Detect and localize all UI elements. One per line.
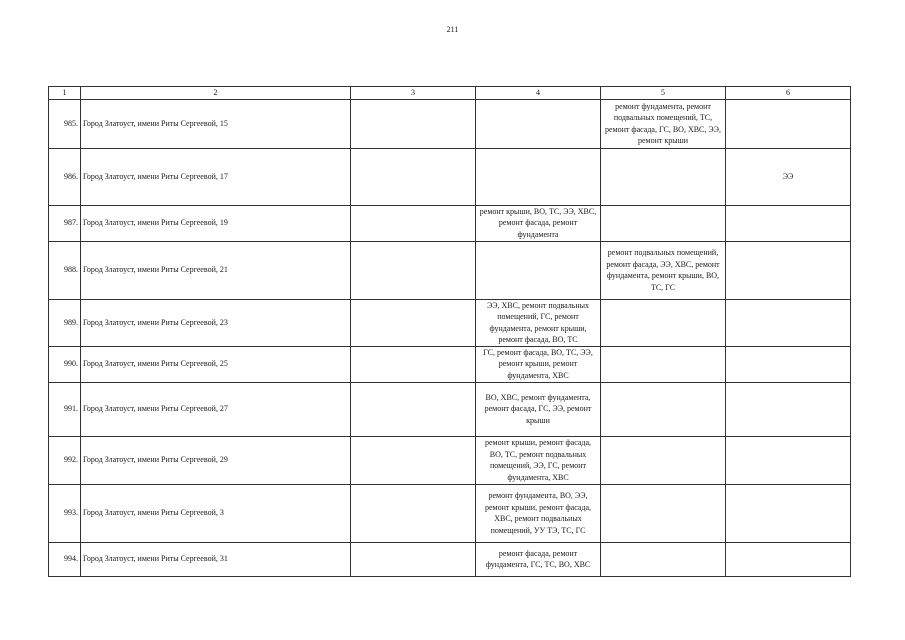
table-row <box>49 382 851 436</box>
building-repair-table <box>48 86 851 577</box>
table-row <box>49 241 851 299</box>
cell-col3 <box>351 241 476 299</box>
row-number: 990. <box>49 346 81 382</box>
cell-col5 <box>601 436 726 484</box>
address-cell: Город Златоуст, имени Риты Сергеевой, 15 <box>81 99 351 148</box>
cell-col3 <box>351 436 476 484</box>
cell-col4 <box>476 99 601 148</box>
cell-col5 <box>601 299 726 346</box>
row-number: 985. <box>49 99 81 148</box>
table-row <box>49 484 851 542</box>
cell-col4: ВО, ХВС, ремонт фундамента, ремонт фасада, ГС, ЭЭ, ремонт крыши <box>476 382 601 436</box>
address-cell: Город Златоуст, имени Риты Сергеевой, 17 <box>81 148 351 205</box>
table-row <box>49 148 851 205</box>
page-number: 211 <box>446 25 459 34</box>
cell-col6 <box>726 241 851 299</box>
table-row <box>49 99 851 148</box>
cell-col4 <box>476 148 601 205</box>
address-cell: Город Златоуст, имени Риты Сергеевой, 27 <box>81 382 351 436</box>
cell-col6 <box>726 436 851 484</box>
cell-col3 <box>351 484 476 542</box>
cell-col3 <box>351 99 476 148</box>
cell-col3 <box>351 346 476 382</box>
table-row <box>49 542 851 576</box>
address-cell: Город Златоуст, имени Риты Сергеевой, 21 <box>81 241 351 299</box>
cell-col6: ЭЭ <box>726 148 851 205</box>
cell-col5 <box>601 484 726 542</box>
row-number: 987. <box>49 205 81 241</box>
row-number: 988. <box>49 241 81 299</box>
cell-col3 <box>351 542 476 576</box>
cell-col6 <box>726 205 851 241</box>
cell-col4: ГС, ремонт фасада, ВО, ТС, ЭЭ, ремонт крыши, ремонт фундамента, ХВС <box>476 346 601 382</box>
column-header: 2 <box>81 87 351 100</box>
cell-col3 <box>351 382 476 436</box>
column-header: 4 <box>476 87 601 100</box>
column-header: 6 <box>726 87 851 100</box>
cell-col4: ЭЭ, ХВС, ремонт подвальных помещений, ГС, ремонт фундамента, ремонт крыши, ремонт фасада, ВО, ТС <box>476 299 601 346</box>
cell-col6 <box>726 542 851 576</box>
address-cell: Город Златоуст, имени Риты Сергеевой, 31 <box>81 542 351 576</box>
cell-col6 <box>726 382 851 436</box>
cell-col4: ремонт крыши, ремонт фасада, ВО, ТС, ремонт подвальных помещений, ЭЭ, ГС, ремонт фундамента, ХВС <box>476 436 601 484</box>
row-number: 992. <box>49 436 81 484</box>
cell-col5 <box>601 205 726 241</box>
row-number: 993. <box>49 484 81 542</box>
column-header: 5 <box>601 87 726 100</box>
address-cell: Город Златоуст, имени Риты Сергеевой, 3 <box>81 484 351 542</box>
cell-col6 <box>726 99 851 148</box>
row-number: 991. <box>49 382 81 436</box>
address-cell: Город Златоуст, имени Риты Сергеевой, 19 <box>81 205 351 241</box>
cell-col4: ремонт фасада, ремонт фундамента, ГС, ТС, ВО, ХВС <box>476 542 601 576</box>
cell-col5: ремонт подвальных помещений, ремонт фасада, ЭЭ, ХВС, ремонт фундамента, ремонт крыши, ВО, ТС, ГС <box>601 241 726 299</box>
cell-col3 <box>351 148 476 205</box>
column-header: 1 <box>49 87 81 100</box>
cell-col3 <box>351 299 476 346</box>
table-row <box>49 299 851 346</box>
cell-col4 <box>476 241 601 299</box>
row-number: 994. <box>49 542 81 576</box>
table-row <box>49 205 851 241</box>
header-row <box>49 87 851 100</box>
address-cell: Город Златоуст, имени Риты Сергеевой, 25 <box>81 346 351 382</box>
cell-col6 <box>726 346 851 382</box>
cell-col5 <box>601 346 726 382</box>
cell-col5 <box>601 542 726 576</box>
cell-col3 <box>351 205 476 241</box>
cell-col6 <box>726 299 851 346</box>
column-header: 3 <box>351 87 476 100</box>
table-row <box>49 436 851 484</box>
row-number: 986. <box>49 148 81 205</box>
cell-col5: ремонт фундамента, ремонт подвальных помещений, ТС, ремонт фасада, ГС, ВО, ХВС, ЭЭ, ремонт крыши <box>601 99 726 148</box>
cell-col5 <box>601 382 726 436</box>
cell-col4: ремонт фундамента, ВО, ЭЭ, ремонт крыши, ремонт фасада, ХВС, ремонт подвальных помещений, УУ ТЭ, ТС, ГС <box>476 484 601 542</box>
table-row <box>49 346 851 382</box>
address-cell: Город Златоуст, имени Риты Сергеевой, 29 <box>81 436 351 484</box>
cell-col6 <box>726 484 851 542</box>
address-cell: Город Златоуст, имени Риты Сергеевой, 23 <box>81 299 351 346</box>
row-number: 989. <box>49 299 81 346</box>
cell-col5 <box>601 148 726 205</box>
cell-col4: ремонт крыши, ВО, ТС, ЭЭ, ХВС, ремонт фасада, ремонт фундамента <box>476 205 601 241</box>
